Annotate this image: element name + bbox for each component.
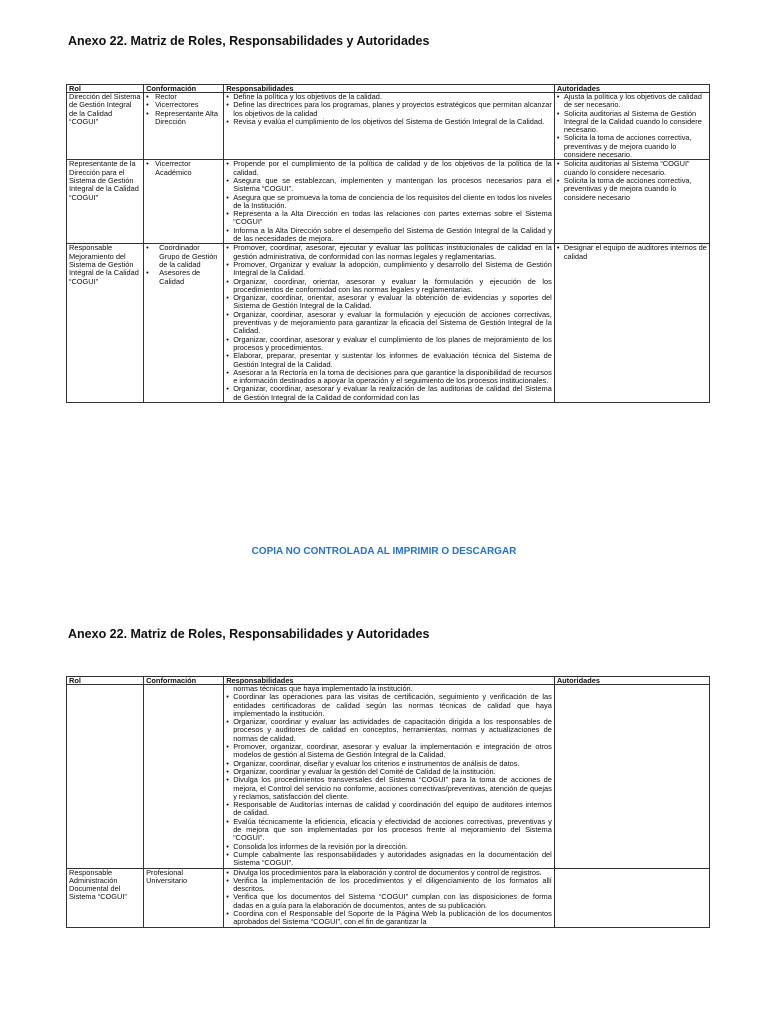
list-item: • Organizar, coordinar, orientar, asesorar y evaluar la obtención de evidencias y soportes del Sistema de Gestión Integral de la Calidad. bbox=[226, 294, 552, 311]
list-item: • Organizar, coordinar, asesorar y evaluar el cumplimiento de los planes de mejoramiento de los procesos y procedimientos. bbox=[226, 336, 552, 353]
header-autoridades: Autoridades bbox=[554, 85, 709, 93]
list-item: • Promover, coordinar, asesorar, ejecutar y evaluar las políticas institucionales de calidad en la gestión administrativa, de conformidad con las normas legales y reglamentarias. bbox=[226, 244, 552, 261]
responsabilidades-cell bbox=[224, 868, 555, 927]
rol-cell: Responsable Administración Documental del Sistema “COGUI” bbox=[67, 868, 144, 927]
responsabilidades-cell bbox=[224, 244, 555, 403]
list-item: • Solicita la toma de acciones correctiva, preventivas y de mejora cuando lo considere necesario. bbox=[557, 134, 707, 159]
list-item: • Rector bbox=[146, 93, 221, 101]
rol-cell bbox=[67, 685, 144, 869]
page2-clip bbox=[0, 676, 768, 1024]
conformacion-cell bbox=[144, 93, 224, 160]
list-item: • Ajusta la política y los objetivos de calidad de ser necesario. bbox=[557, 93, 707, 110]
list-item: • Organizar, coordinar, orientar, asesorar y evaluar la formulación y ejecución de los procedimientos de conformidad con las normas legales y reglamentarias. bbox=[226, 278, 552, 295]
header-rol: Rol bbox=[67, 85, 144, 93]
conformacion-cell bbox=[144, 160, 224, 244]
list-item: • Elaborar, preparar, presentar y sustentar los informes de evaluación técnica del Sistema de Gestión Integral de la Calidad. bbox=[226, 352, 552, 369]
autoridades-cell bbox=[554, 160, 709, 244]
conformacion-cell bbox=[144, 685, 224, 869]
list-item: • Organizar, coordinar, diseñar y evaluar los criterios e instrumentos de análisis de datos. bbox=[226, 760, 552, 768]
list-item: • Solicita la toma de acciones correctiva, preventivas y de mejora cuando lo considere necesario bbox=[557, 177, 707, 202]
list-item: • Organizar, coordinar y evaluar la gestión del Comité de Calidad de la institución. bbox=[226, 768, 552, 776]
list-item: • Consolida los informes de la revisión por la dirección. bbox=[226, 843, 552, 851]
header-conformacion: Conformación bbox=[144, 677, 224, 685]
table-row bbox=[67, 685, 710, 869]
header-conformacion: Conformación bbox=[144, 85, 224, 93]
copy-notice: COPIA NO CONTROLADA AL IMPRIMIR O DESCARGAR bbox=[251, 546, 517, 557]
list-item: • Asesorar a la Rectoría en la toma de decisiones para que garantice la disponibilidad de recursos e información destinados a apoyar la operación y el seguimiento de los procesos institucionales. bbox=[226, 369, 552, 386]
list-item: • Verifica que los documentos del Sistema “COGUI” cumplan con las disposiciones de forma dadas en a guía para la elaboración de documentos, antes de su publicación. bbox=[226, 893, 552, 910]
autoridades-cell bbox=[554, 868, 709, 927]
list-item: • Define las directrices para los programas, planes y proyectos estratégicos que permitan alcanzar los objetivos de la calidad bbox=[226, 101, 552, 118]
list-item: • Organizar, coordinar, asesorar y evaluar la formulación y ejecución de acciones correctivas, preventivas y de mejoramiento para garantizar la eficacia del Sistema de Gestión Integral de la Calidad. bbox=[226, 311, 552, 336]
header-rol: Rol bbox=[67, 677, 144, 685]
list-item: • Vicerrector Académico bbox=[146, 160, 221, 177]
rol-cell: Responsable Mejoramiento del Sistema de Gestión Integral de la Calidad “COGUI” bbox=[67, 244, 144, 403]
continuation-text: normas técnicas que haya implementado la institución. bbox=[233, 684, 413, 693]
list-item: • Promover, organizar, coordinar, asesorar y evaluar la implementación e integración de otros modelos de gestión al Sistema de Gestión Integral de la Calidad. bbox=[226, 743, 552, 760]
list-item: • Vicerrectores bbox=[146, 101, 221, 109]
page-title: Anexo 22. Matriz de Roles, Responsabilidades y Autoridades bbox=[68, 34, 430, 48]
autoridades-cell bbox=[554, 685, 709, 869]
list-item: • Solicita auditorias al Sistema “COGUI” cuando lo considere necesario. bbox=[557, 160, 707, 177]
list-item: • Asesores de Calidad bbox=[146, 269, 221, 286]
list-item: • Informa a la Alta Dirección sobre el desempeño del Sistema de Gestión Integral de la Calidad y de las necesidades de mejora. bbox=[226, 227, 552, 244]
list-item: • Promover, Organizar y evaluar la adopción, cumplimiento y desarrollo del Sistema de Gestión Integral de la Calidad. bbox=[226, 261, 552, 278]
list-item: • Divulga los procedimientos transversales del Sistema “COGUI” para la toma de acciones de mejora, el Control del servicio no conforme, acciones correctivas/preventivas, atención de quejas y reclamos, satisfacción del cliente. bbox=[226, 776, 552, 801]
list-item: • Define la política y los objetivos de la calidad. bbox=[226, 93, 552, 101]
list-item: • Divulga los procedimientos para la elaboración y control de documentos y control de registros. bbox=[226, 869, 552, 877]
autoridades-cell bbox=[554, 93, 709, 160]
list-item: • Coordina con el Responsable del Soporte de la Página Web la publicación de los documentos aprobados del Sistema “COGUI”, con el fin de garantizar la bbox=[226, 910, 552, 927]
list-item: • Cumple cabalmente las responsabilidades y autoridades asignadas en la documentación del Sistema “COGUI”. bbox=[226, 851, 552, 868]
table-row bbox=[67, 160, 710, 244]
list-item: • Responsable de Auditorías internas de calidad y coordinación del equipo de auditores internos de calidad. bbox=[226, 801, 552, 818]
list-item: • Evalúa técnicamente la eficiencia, eficacia y efectividad de acciones correctivas, preventivas y de mejora que son implementadas por los procesos frente al mejoramiento del Sistema “COGUI”. bbox=[226, 818, 552, 843]
autoridades-cell bbox=[554, 244, 709, 403]
list-item: • Propende por el cumplimiento de la política de calidad y de los objetivos de la política de la calidad. bbox=[226, 160, 552, 177]
responsabilidades-cell bbox=[224, 93, 555, 160]
list-item: • Solicita auditorias al Sistema de Gestión Integral de la Calidad cuando lo considere necesario. bbox=[557, 110, 707, 135]
list-item: • Organizar, coordinar, asesorar y evaluar la realización de las auditorias de calidad del Sistema de Gestión Integral de la Calidad de conformidad con las bbox=[226, 385, 552, 402]
rol-cell: Dirección del Sistema de Gestión Integral de la Calidad “COGUI” bbox=[67, 93, 144, 160]
list-item: • Revisa y evalúa el cumplimiento de los objetivos del Sistema de Gestión Integral de la Calidad. bbox=[226, 118, 552, 126]
conformacion-cell: Profesional Universitario bbox=[144, 868, 224, 927]
rol-cell: Representante de la Dirección para el Sistema de Gestión Integral de la Calidad “COGUI” bbox=[67, 160, 144, 244]
page-title-continuation: Anexo 22. Matriz de Roles, Responsabilidades y Autoridades bbox=[68, 627, 430, 641]
responsabilidades-cell bbox=[224, 685, 555, 869]
list-item: • Coordinar las operaciones para las visitas de certificación, seguimiento y verificación de las entidades certificadoras de calidad según las normas técnicas de calidad que haya implementado la institución. bbox=[226, 693, 552, 718]
header-responsabilidades: Responsabilidades bbox=[224, 677, 555, 685]
responsabilidades-cell bbox=[224, 160, 555, 244]
list-item: • Asegura que se establezcan, implementen y mantengan los procesos necesarios para el Sistema “COGUI”. bbox=[226, 177, 552, 194]
conformacion-cell bbox=[144, 244, 224, 403]
header-autoridades: Autoridades bbox=[554, 677, 709, 685]
table-row bbox=[67, 868, 710, 927]
list-item: • Representante Alta Dirección bbox=[146, 110, 221, 127]
header-responsabilidades: Responsabilidades bbox=[224, 85, 555, 93]
list-item: • Organizar, coordinar y evaluar las actividades de capacitación dirigida a los responsables de procesos y auditores de calidad en conceptos, herramientas, normas y actualizaciones de normas de calidad. bbox=[226, 718, 552, 743]
list-item: • Designar el equipo de auditores internos de calidad bbox=[557, 244, 707, 261]
list-item: • Coordinador Grupo de Gestión de la calidad bbox=[146, 244, 221, 269]
list-item: • Representa a la Alta Dirección en todas las relaciones con partes externas sobre el Sistema “COGUI” bbox=[226, 210, 552, 227]
roles-matrix-table-continuation bbox=[66, 676, 710, 928]
list-item: • Asegura que se promueva la toma de conciencia de los requisitos del cliente en todos los niveles de la Institución. bbox=[226, 194, 552, 211]
table-row bbox=[67, 244, 710, 403]
table-row bbox=[67, 93, 710, 160]
roles-matrix-table bbox=[66, 84, 710, 403]
list-item: • Verifica la implementación de los procedimientos y el diligenciamiento de los formatos allí descritos. bbox=[226, 877, 552, 894]
